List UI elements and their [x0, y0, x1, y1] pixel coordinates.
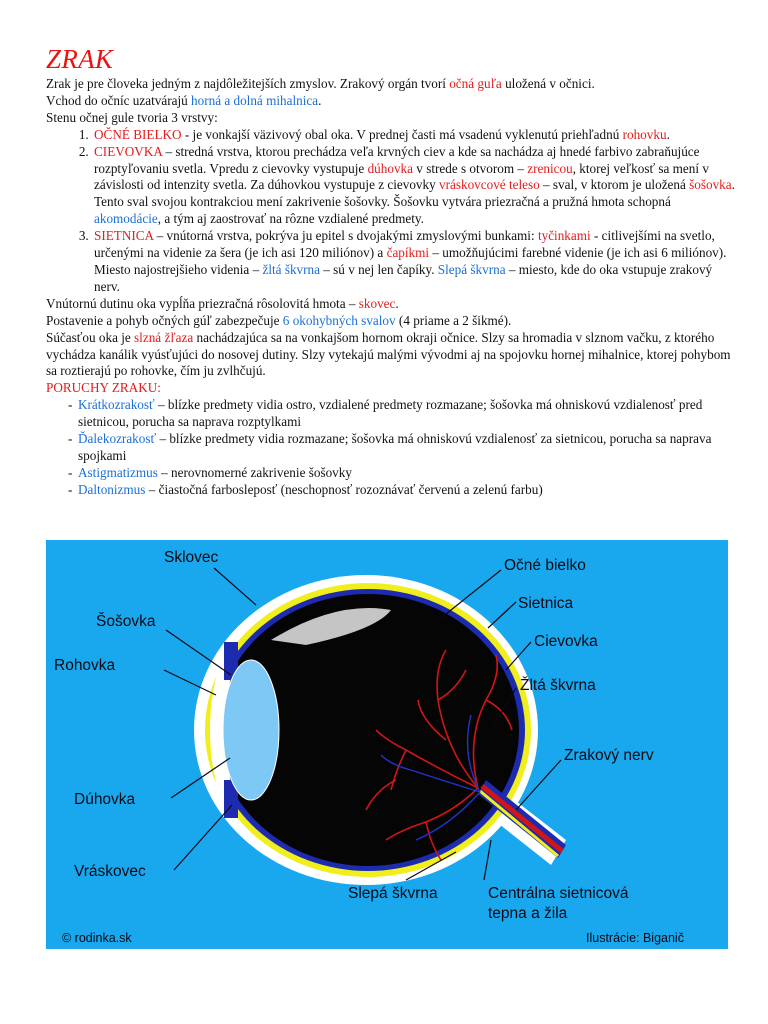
text: - je vonkajší väzivový obal oka. V prednej časti má vsadenú vyklenutú priehľadnú: [181, 126, 623, 142]
label-vraskovec: Vráskovec: [74, 863, 146, 880]
layer-item-ocne-bielko: [92, 127, 736, 144]
term-rohovka: rohovku: [622, 126, 667, 142]
text: uložená v očnici.: [501, 76, 595, 91]
text: (4 priame a 2 šikmé).: [395, 312, 512, 328]
term-mihalnica: horná a dolná mihalnica: [191, 92, 319, 108]
list-item: [46, 482, 736, 499]
disorder-text: – blízke predmety vidia ostro, vzdialené predmety rozmazane; šošovka má ohniskovú vzdialenosť pred sietnicou, porucha sa naprava rozptylkami: [78, 397, 703, 430]
text: – sval, v ktorom je uložená: [539, 177, 690, 193]
text: .: [318, 92, 322, 108]
label-ocne-bielko: Očné bielko: [504, 557, 586, 574]
term-sosovka: šošovka: [689, 177, 732, 193]
text: .: [395, 295, 399, 311]
term-akomodacia: akomodácie: [94, 211, 158, 227]
layer-term: SIETNICA: [94, 228, 154, 244]
term-capiky: čapíkmi: [386, 245, 430, 261]
layer-term: OČNÉ BIELKO: [94, 126, 182, 142]
term-slzna-zlaza: slzná žľaza: [134, 329, 194, 345]
text: v strede s otvorom –: [413, 160, 528, 176]
document-body: [46, 44, 736, 499]
label-centralna-2: tepna a žila: [488, 905, 568, 922]
term-vraskovcove-teleso: vráskovcové teleso: [439, 177, 540, 193]
disorder-term: Astigmatizmus: [78, 464, 158, 480]
label-zrakovy-nerv: Zrakový nerv: [564, 747, 654, 764]
label-sklovec: Sklovec: [164, 549, 219, 566]
disorder-text: – čiastočná farbosleposť (neschopnosť rozoznávať červenú a zelenú farbu): [145, 481, 543, 497]
text: - citlivejšími na svetlo, určenými na videnie za šera (je ich asi 120 miliónov) a: [94, 228, 715, 261]
text: Postavenie a pohyb očných gúľ zabezpečuje: [46, 312, 283, 328]
layers-list: [46, 127, 736, 296]
after-paragraph-3: [46, 330, 736, 381]
disorder-term: Daltonizmus: [78, 481, 146, 497]
disorder-text: – blízke predmety vidia rozmazane; šošovka má ohniskovú vzdialenosť za sietnicou, porucha sa naprava spojkami: [78, 431, 712, 463]
text: Vnútornú dutinu oka vypĺňa priezračná rôsolovitá hmota –: [46, 295, 359, 311]
figure-copyright: © rodinka.sk: [62, 931, 132, 945]
term-tycinky: tyčinkami: [537, 228, 591, 244]
after-paragraph-2: [46, 313, 736, 330]
label-sietnica: Sietnica: [518, 595, 574, 612]
label-slepa-skvrna: Slepá škvrna: [348, 885, 438, 902]
label-zlta-skvrna: Žltá škvrna: [520, 677, 596, 694]
disorders-heading: PORUCHY ZRAKU:: [46, 380, 161, 396]
list-item: [46, 397, 736, 431]
disorder-term: Ďalekozrakosť: [78, 431, 157, 447]
term-zrenica: zrenicou: [527, 160, 573, 176]
intro-paragraph-3: Stenu očnej gule tvoria 3 vrstvy:: [46, 109, 218, 125]
layer-item-sietnica: [92, 228, 736, 296]
intro-paragraph-1: [46, 76, 736, 93]
text: Zrak je pre človeka jedným z najdôležitejších zmyslov. Zrakový orgán tvorí: [46, 76, 450, 91]
term-okohybne-svaly: 6 okohybných svalov: [282, 312, 396, 328]
term-zlta-skvrna: žltá škvrna: [262, 261, 320, 277]
text: Vchod do očníc uzatvárajú: [46, 92, 192, 108]
text: Súčasťou oka je: [46, 329, 135, 345]
text: – miesto, kde do oka vstupuje zrakový nerv.: [94, 261, 713, 294]
lens: [223, 660, 279, 800]
text: – vnútorná vrstva, pokrýva ju epitel s dvojakými zmyslovými bunkami:: [153, 228, 538, 244]
label-sosovka: Šošovka: [96, 613, 156, 630]
term-slepa-skvrna: Slepá škvrna: [437, 261, 506, 277]
text: nachádzajúca sa na vonkajšom hornom okraji očnice. Slzy sa hromadia v slznom vačku, z ktorého vychádza kanálik vyúsťujúci do nosovej dutiny. Slzy vytekajú malými vývodmi aj na spojovku hornej mihalnice, ktorej pohybom sa roztierajú po rohovke, čím ju zvlhčujú.: [46, 329, 731, 379]
label-cievovka: Cievovka: [534, 633, 598, 650]
label-duhovka: Dúhovka: [74, 791, 136, 808]
page-title: ZRAK: [46, 44, 114, 74]
after-paragraph-1: [46, 296, 736, 313]
term-duhovka: dúhovka: [367, 160, 413, 176]
label-centralna-1: Centrálna sietnicová: [488, 885, 629, 902]
eye-diagram-svg: [46, 540, 728, 949]
disorders-list: [46, 397, 736, 498]
intro-paragraph-2: [46, 93, 736, 110]
term-skovec: skovec: [358, 295, 396, 311]
layer-item-cievovka: [92, 144, 736, 229]
label-rohovka: Rohovka: [54, 657, 116, 674]
figure-credit: Ilustrácie: Biganič: [586, 931, 684, 945]
layer-term: CIEVOVKA: [94, 143, 163, 159]
list-item: [46, 465, 736, 482]
text: , ktorej veľkosť sa mení v závislosti od intenzity svetla. Za dúhovkou vystupuje z cievovky: [94, 160, 709, 193]
text: – sú v nej len čapíky.: [319, 261, 438, 277]
disorder-term: Krátkozrakosť: [78, 397, 155, 413]
eye-diagram: [46, 540, 728, 949]
text: .: [666, 126, 670, 142]
text: . Tento sval svojou kontrakciou mení zakrivenie šošovky. Šošovku vytvára priezračná a pružná hmota schopná: [94, 177, 735, 210]
list-item: [46, 431, 736, 465]
text: – umožňujúcimi farebné videnie (je ich asi 6 miliónov). Miesto najostrejšieho videnia –: [94, 245, 727, 277]
term-ocna-gula: očná guľa: [449, 76, 502, 91]
text: , a tým aj zaostrovať na rôzne vzdialené predmety.: [157, 211, 424, 227]
disorder-text: – nerovnomerné zakrivenie šošovky: [157, 464, 352, 480]
text: – stredná vrstva, ktorou prechádza veľa krvných ciev a kde sa nachádza aj hnedé farbivo zabraňujúce rozptyľovaniu svetla. Vpredu z cievovky vystupuje: [94, 143, 700, 176]
